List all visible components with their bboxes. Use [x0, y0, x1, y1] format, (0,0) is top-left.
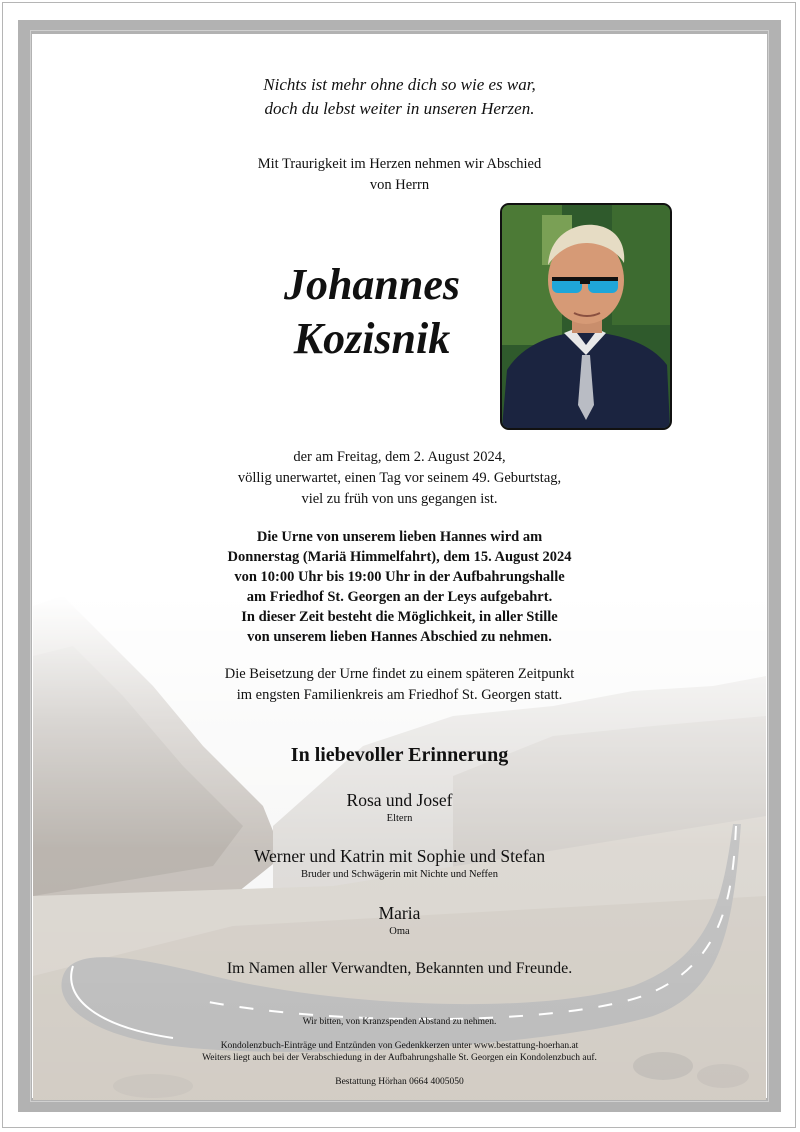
last-name: Kozisnik	[293, 314, 451, 363]
condolence-line: Kondolenzbuch-Einträge und Entzünden von Gedenkkerzen unter www.bestattung-hoerhan.at	[220, 1041, 579, 1051]
first-name: Johannes	[283, 260, 461, 309]
urn-line: Donnerstag (Mariä Himmelfahrt), dem 15. August 2024	[227, 549, 572, 565]
funeral-home-contact: Bestattung Hörhan 0664 4005050	[335, 1077, 464, 1087]
poem-line: Nichts ist mehr ohne dich so wie es war,	[263, 75, 536, 94]
mourner-relation: Oma	[389, 926, 410, 937]
intro-line: von Herrn	[369, 177, 430, 193]
mourner-names: Rosa und Josef	[346, 790, 453, 810]
urn-viewing-notice	[33, 527, 766, 647]
death-line: viel zu früh von uns gegangen ist.	[301, 491, 498, 507]
urn-line: von 10:00 Uhr bis 19:00 Uhr in der Aufbahrungshalle	[234, 569, 565, 585]
urn-line: In dieser Zeit besteht die Möglichkeit, in aller Stille	[241, 609, 558, 625]
mourner-relation: Bruder und Schwägerin mit Nichte und Neffen	[301, 869, 498, 880]
death-line: der am Freitag, dem 2. August 2024,	[293, 449, 506, 465]
burial-line: im engsten Familienkreis am Friedhof St. Georgen statt.	[236, 687, 563, 703]
intro-text	[33, 154, 766, 196]
mourner-names: Werner und Katrin mit Sophie und Stefan	[253, 846, 546, 866]
portrait-image	[502, 205, 670, 428]
condolence-info	[33, 1040, 766, 1064]
urn-line: von unserem lieben Hannes Abschied zu nehmen.	[247, 629, 552, 645]
mourner-names: Maria	[378, 903, 421, 923]
death-notice	[33, 447, 766, 510]
death-line: völlig unerwartet, einen Tag vor seinem 49. Geburtstag,	[237, 470, 562, 486]
burial-line: Die Beisetzung der Urne findet zu einem späteren Zeitpunkt	[224, 666, 575, 682]
portrait-photo	[500, 203, 672, 430]
intro-line: Mit Traurigkeit im Herzen nehmen wir Abschied	[257, 156, 542, 172]
mourner-group	[33, 790, 766, 824]
mourner-group	[33, 903, 766, 937]
all-relatives-line: Im Namen aller Verwandten, Bekannten und Freunde.	[226, 960, 573, 977]
urn-line: Die Urne von unserem lieben Hannes wird am	[256, 529, 543, 545]
wreath-note: Wir bitten, von Kranzspenden Abstand zu nehmen.	[302, 1017, 497, 1027]
deceased-name	[222, 258, 522, 366]
burial-notice	[33, 664, 766, 706]
mourner-relation: Eltern	[386, 813, 413, 824]
poem-line: doch du lebst weiter in unseren Herzen.	[264, 99, 535, 118]
memorial-title: In liebevoller Erinnerung	[290, 744, 509, 766]
condolence-line: Weiters liegt auch bei der Verabschiedung in der Aufbahrungshalle St. Georgen ein Kondolenzbuch auf.	[202, 1053, 597, 1063]
mourner-group	[33, 846, 766, 880]
urn-line: am Friedhof St. Georgen an der Leys aufgebahrt.	[246, 589, 553, 605]
poem	[33, 73, 766, 121]
